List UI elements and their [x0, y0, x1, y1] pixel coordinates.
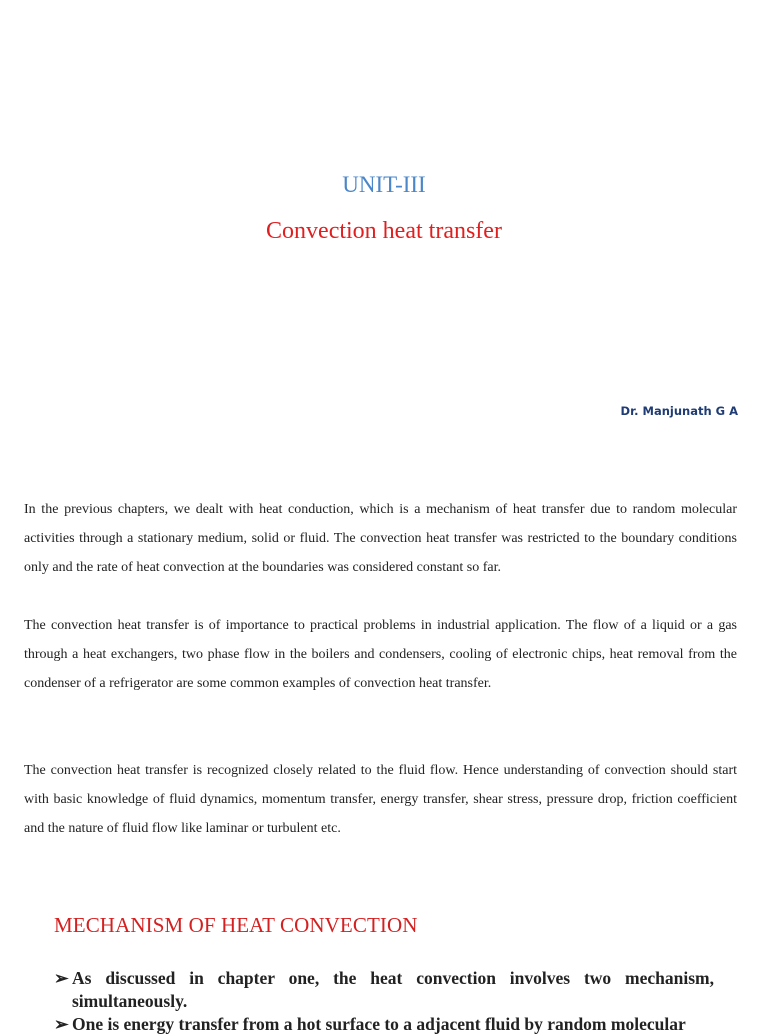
- arrow-bullet-icon: ➢: [54, 1014, 69, 1034]
- section-heading: MECHANISM OF HEAT CONVECTION: [54, 913, 418, 937]
- importance-paragraph: The convection heat transfer is of importance to practical problems in industrial application. The flow of a liquid or a gas through a heat exchangers, two phase flow in the boilers and condensers, cooling of electronic chips, heat removal from the condenser of a refrigerator are some common examples of convection heat transfer.: [24, 618, 737, 691]
- list-item: [54, 967, 714, 1013]
- author-name: Dr. Manjunath G A: [620, 404, 738, 418]
- intro-paragraph: In the previous chapters, we dealt with heat conduction, which is a mechanism of heat transfer due to random molecular activities through a stationary medium, solid or fluid. The convection heat transfer was restricted to the boundary conditions only and the rate of heat convection at the boundaries was considered constant so far.: [24, 502, 737, 575]
- bullet-list: [54, 967, 714, 1036]
- list-item: [54, 1013, 714, 1036]
- bullet-text: As discussed in chapter one, the heat convection involves two mechanism, simultaneously.: [72, 968, 714, 1011]
- document-title: Convection heat transfer: [266, 218, 502, 244]
- fluid-flow-paragraph: The convection heat transfer is recognized closely related to the fluid flow. Hence understanding of convection should start with basic knowledge of fluid dynamics, momentum transfer, energy transfer, shear stress, pressure drop, friction coefficient and the nature of fluid flow like laminar or turbulent etc.: [24, 763, 737, 836]
- bullet-text: One is energy transfer from a hot surface to a adjacent fluid by random molecular: [72, 1014, 686, 1034]
- unit-label: UNIT-III: [342, 172, 426, 197]
- arrow-bullet-icon: ➢: [54, 968, 69, 988]
